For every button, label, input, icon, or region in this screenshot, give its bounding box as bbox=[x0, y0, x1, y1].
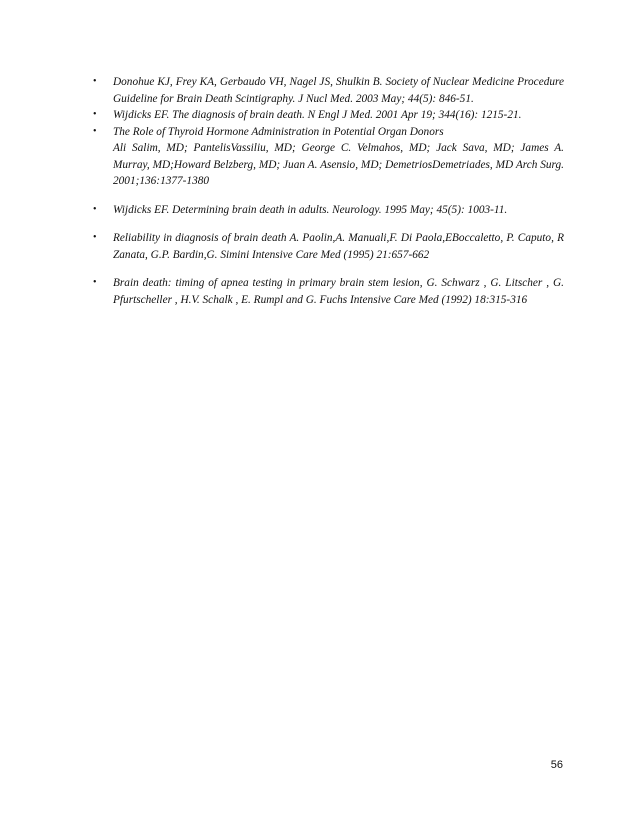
reference-text: Ali Salim, MD; PantelisVassiliu, MD; George C. Velmahos, MD; Jack Sava, MD; James A. Murray, MD;Howard Belzberg, MD; Juan A. Asensio, MD; DemetriosDemetriades, MD Arch Surg. 2001;136:1377-1380 bbox=[113, 142, 564, 187]
bullet-icon: • bbox=[93, 232, 97, 243]
reference-text: Wijdicks EF. The diagnosis of brain death. N Engl J Med. 2001 Apr 19; 344(16): 1215-21. bbox=[113, 109, 522, 121]
reference-item-2 bbox=[92, 107, 564, 124]
reference-list bbox=[92, 74, 564, 308]
bullet-icon: • bbox=[93, 277, 97, 288]
bullet-icon: • bbox=[93, 109, 97, 120]
reference-item-3 bbox=[92, 124, 564, 190]
reference-text: Donohue KJ, Frey KA, Gerbaudo VH, Nagel JS, Shulkin B. Society of Nuclear Medicine Procedure Guideline for Brain Death Scintigraphy. J Nucl Med. 2003 May; 44(5): 846-51. bbox=[113, 76, 564, 105]
reference-item-4 bbox=[92, 202, 564, 219]
reference-item-5 bbox=[92, 230, 564, 263]
bullet-icon: • bbox=[93, 76, 97, 87]
reference-text: Brain death: timing of apnea testing in primary brain stem lesion, G. Schwarz , G. Litscher , G. Pfurtscheller , H.V. Schalk , E. Rumpl and G. Fuchs Intensive Care Med (1992) 18:315-316 bbox=[113, 277, 564, 306]
reference-text: Wijdicks EF. Determining brain death in adults. Neurology. 1995 May; 45(5): 1003-11. bbox=[113, 203, 508, 216]
reference-item-6 bbox=[92, 275, 564, 308]
page-number: 56 bbox=[550, 759, 563, 771]
reference-title: The Role of Thyroid Hormone Administration in Potential Organ Donors bbox=[113, 125, 444, 138]
reference-item-1 bbox=[92, 74, 564, 107]
reference-text: Reliability in diagnosis of brain death A. Paolin,A. Manuali,F. Di Paola,EBoccaletto, P. Caputo, R Zanata, G.P. Bardin,G. Simini Intensive Care Med (1995) 21:657-662 bbox=[113, 232, 564, 261]
bullet-icon: • bbox=[93, 203, 97, 215]
bullet-icon: • bbox=[93, 125, 97, 137]
